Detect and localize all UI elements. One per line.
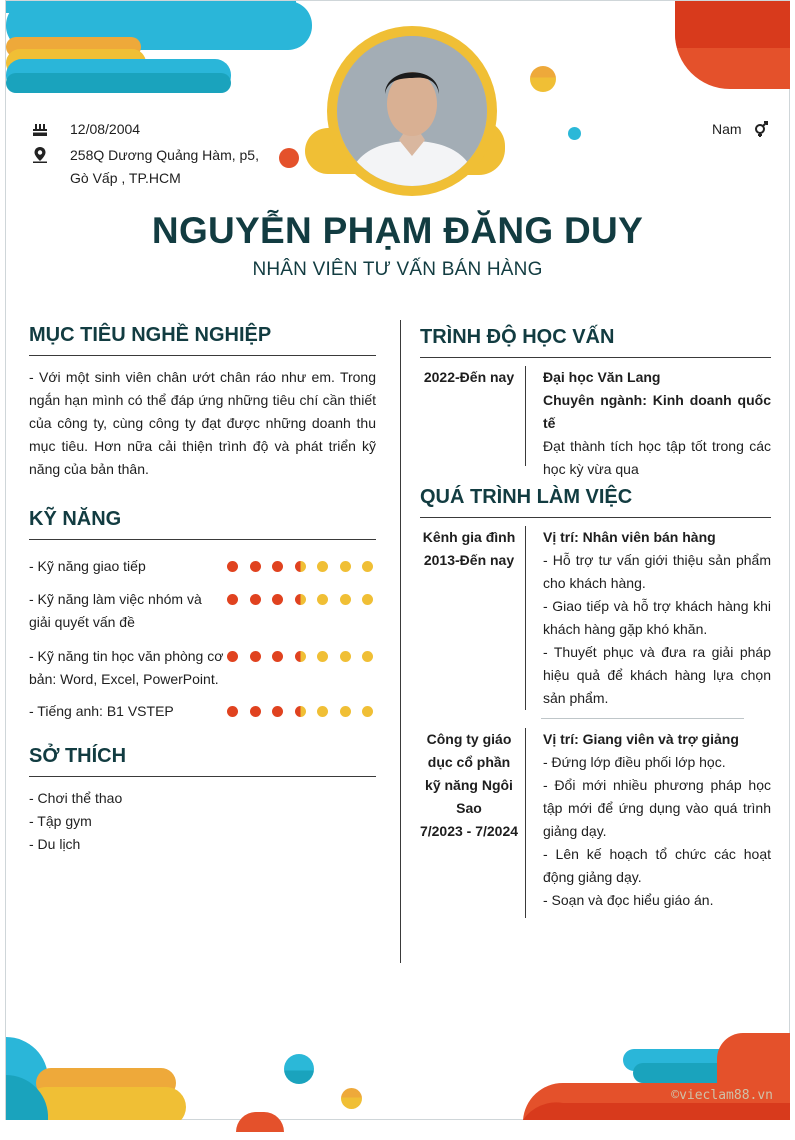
job-2-duty: - Đứng lớp điều phối lớp học. [543, 754, 726, 770]
skill-rating-dot [362, 651, 373, 662]
skill-rating [227, 594, 373, 605]
job-1-org-period [419, 526, 519, 572]
skill-rating-dot [250, 706, 261, 717]
skill-rating-dot [362, 594, 373, 605]
decor-red-dot [279, 148, 299, 168]
address-row [31, 144, 281, 190]
job-1-org: Kênh gia đình [422, 529, 516, 545]
job-2-org: Công ty giáo dục cổ phần kỹ năng Ngôi Sao [425, 731, 513, 816]
watermark: ©vieclam88.vn [671, 1088, 773, 1103]
skill-label: - Kỹ năng làm việc nhóm và giải quyết vấn đề [29, 591, 202, 630]
skill-rating-dot [340, 651, 351, 662]
job-1-position: Vị trí: Nhân viên bán hàng [543, 529, 716, 545]
education-detail [543, 366, 771, 481]
column-divider [400, 320, 401, 963]
skill-rating-dot [362, 561, 373, 572]
hobby-item: - Chơi thể thao [29, 790, 123, 806]
skill-rating-dot [272, 594, 283, 605]
cake-icon [31, 120, 49, 138]
decor-bottom-left [6, 1035, 186, 1120]
job-2-duty: - Lên kế hoạch tổ chức các hoạt động giảng dạy. [543, 846, 771, 885]
education-timeline-bar [525, 366, 526, 466]
job-2-detail [543, 728, 771, 912]
candidate-role: NHÂN VIÊN TƯ VẤN BÁN HÀNG [252, 259, 543, 280]
address-text: 258Q Dương Quảng Hàm, p5, Gò Vấp , TP.HCM [70, 147, 259, 186]
skill-rating-dot [340, 706, 351, 717]
skill-rating-dot [317, 706, 328, 717]
decor-bottom-yellow-dot [341, 1088, 362, 1109]
objective-text: - Với một sinh viên chân ướt chân ráo như em. Trong ngắn hạn mình có thể đáp ứng những tiêu chí cần thiết của công ty, cùng công ty đạt được những doanh thu mục tiêu. Hơn nữa cải thiện trình độ và phát triển kỹ năng của bản thân. [29, 369, 376, 477]
decor-top-right [675, 1, 790, 93]
objective-title: MỤC TIÊU NGHỀ NGHIỆP [29, 324, 376, 356]
skill-row [29, 555, 377, 578]
skill-row [29, 645, 377, 691]
skill-rating-dot [250, 594, 261, 605]
job-2-duty: - Soạn và đọc hiểu giáo án. [543, 892, 714, 908]
skill-label: - Kỹ năng tin học văn phòng cơ bản: Word, Excel, PowerPoint. [29, 648, 224, 687]
job-1-timeline-bar [525, 526, 526, 710]
job-2-org-period [419, 728, 519, 843]
job-2-timeline-bar [525, 728, 526, 918]
major: Chuyên ngành: Kinh doanh quốc tế [543, 392, 771, 431]
skill-rating [227, 561, 373, 572]
gender-text: Nam [712, 121, 742, 137]
job-1-duty: - Giao tiếp và hỗ trợ khách hàng khi khách hàng gặp khó khăn. [543, 598, 771, 637]
skill-rating-dot [227, 561, 238, 572]
hobby-item: - Du lịch [29, 836, 81, 852]
skill-rating-dot [295, 594, 306, 605]
job-separator [541, 718, 744, 719]
skill-rating-dot [227, 706, 238, 717]
birthday-text: 12/08/2004 [70, 121, 141, 137]
skill-rating-dot [250, 651, 261, 662]
skill-rating-dot [295, 561, 306, 572]
skills-title: KỸ NĂNG [29, 508, 376, 540]
education-title: TRÌNH ĐỘ HỌC VẤN [420, 326, 771, 358]
skill-rating-dot [317, 594, 328, 605]
job-2-period: 7/2023 - 7/2024 [419, 823, 519, 839]
skill-row [29, 588, 377, 634]
candidate-name: NGUYỄN PHẠM ĐĂNG DUY [151, 210, 644, 251]
skill-rating-dot [250, 561, 261, 572]
decor-cyan-dot [568, 127, 581, 140]
skill-rating-dot [272, 561, 283, 572]
skill-rating-dot [272, 706, 283, 717]
hobbies-title: SỞ THÍCH [29, 745, 376, 777]
gender-row [712, 118, 770, 141]
job-2-duty: - Đổi mới nhiều phương pháp học tập mới để ứng dụng vào quá trình giảng dạy. [543, 777, 771, 839]
skill-rating-dot [317, 651, 328, 662]
decor-bottom-cyan-dot [284, 1054, 314, 1084]
skill-rating-dot [272, 651, 283, 662]
job-1-period: 2013-Đến nay [423, 552, 515, 568]
location-pin-icon [31, 146, 49, 164]
skill-rating-dot [227, 594, 238, 605]
education-note: Đạt thành tích học tập tốt trong các học kỳ vừa qua [543, 438, 771, 477]
job-1-duty: - Hỗ trợ tư vấn giới thiệu sản phẩm cho khách hàng. [543, 552, 771, 591]
skill-label: - Kỹ năng giao tiếp [29, 558, 146, 574]
job-1-detail [543, 526, 771, 710]
birthday-row [31, 118, 140, 141]
decor-top-left [6, 1, 316, 96]
profile-photo [337, 36, 487, 186]
skill-rating-dot [227, 651, 238, 662]
skill-rating [227, 706, 373, 717]
hobby-item: - Tập gym [29, 813, 92, 829]
skill-rating-dot [295, 651, 306, 662]
skill-rating-dot [295, 706, 306, 717]
skill-rating-dot [340, 561, 351, 572]
gender-icon [752, 120, 770, 138]
job-1-duty: - Thuyết phục và đưa ra giải pháp hiệu quả để khách hàng lựa chọn sản phẩm. [543, 644, 771, 706]
skill-row [29, 700, 377, 723]
skill-rating-dot [362, 706, 373, 717]
decor-yellow-dot [530, 66, 556, 92]
skill-label: - Tiếng anh: B1 VSTEP [29, 703, 174, 719]
experience-title: QUÁ TRÌNH LÀM VIỆC [420, 486, 771, 518]
skill-rating [227, 651, 373, 662]
skill-rating-dot [317, 561, 328, 572]
job-2-position: Vị trí: Giang viên và trợ giảng [543, 731, 739, 747]
skill-rating-dot [340, 594, 351, 605]
education-period: 2022-Đến nay [423, 369, 515, 385]
school-name: Đại học Văn Lang [543, 369, 661, 385]
decor-bottom-right [523, 1033, 790, 1120]
